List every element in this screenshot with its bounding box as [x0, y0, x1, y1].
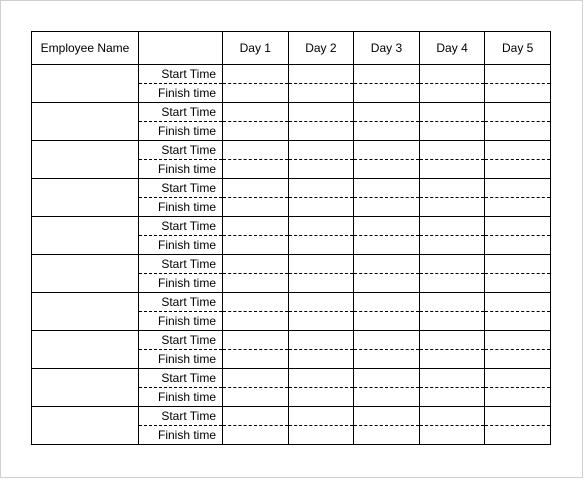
finish-time-day-3-cell[interactable]: [354, 388, 420, 407]
start-time-day-4-cell[interactable]: [419, 217, 485, 236]
start-time-day-5-cell[interactable]: [485, 103, 551, 122]
finish-time-day-5-cell[interactable]: [485, 426, 551, 445]
start-time-row: [32, 217, 551, 236]
start-time-row: [32, 407, 551, 426]
finish-time-day-4-cell[interactable]: [419, 84, 485, 103]
start-time-day-3-cell[interactable]: [354, 407, 420, 426]
finish-time-day-2-cell[interactable]: [288, 198, 354, 217]
start-time-label: Start Time: [139, 103, 223, 122]
start-time-label: Start Time: [139, 65, 223, 84]
start-time-day-3-cell[interactable]: [354, 141, 420, 160]
finish-time-day-5-cell[interactable]: [485, 312, 551, 331]
start-time-label: Start Time: [139, 369, 223, 388]
finish-time-label: Finish time: [139, 84, 223, 103]
employee-name-cell[interactable]: [32, 179, 139, 217]
start-time-day-2-cell[interactable]: [288, 331, 354, 350]
start-time-row: [32, 179, 551, 198]
finish-time-day-5-cell[interactable]: [485, 84, 551, 103]
finish-time-day-4-cell[interactable]: [419, 160, 485, 179]
start-time-label: Start Time: [139, 331, 223, 350]
start-time-day-4-cell[interactable]: [419, 179, 485, 198]
finish-time-day-2-cell[interactable]: [288, 426, 354, 445]
finish-time-day-3-cell[interactable]: [354, 84, 420, 103]
start-time-day-2-cell[interactable]: [288, 179, 354, 198]
start-time-day-1-cell[interactable]: [223, 217, 289, 236]
finish-time-day-3-cell[interactable]: [354, 312, 420, 331]
start-time-day-1-cell[interactable]: [223, 141, 289, 160]
start-time-day-1-cell[interactable]: [223, 331, 289, 350]
finish-time-label: Finish time: [139, 160, 223, 179]
finish-time-day-4-cell[interactable]: [419, 350, 485, 369]
finish-time-day-3-cell[interactable]: [354, 274, 420, 293]
start-time-day-3-cell[interactable]: [354, 369, 420, 388]
start-time-day-3-cell[interactable]: [354, 65, 420, 84]
start-time-day-5-cell[interactable]: [485, 179, 551, 198]
start-time-row: [32, 65, 551, 84]
start-time-day-5-cell[interactable]: [485, 407, 551, 426]
finish-time-day-5-cell[interactable]: [485, 274, 551, 293]
start-time-day-3-cell[interactable]: [354, 103, 420, 122]
employee-name-cell[interactable]: [32, 293, 139, 331]
finish-time-day-4-cell[interactable]: [419, 236, 485, 255]
finish-time-day-3-cell[interactable]: [354, 350, 420, 369]
start-time-day-4-cell[interactable]: [419, 141, 485, 160]
finish-time-day-5-cell[interactable]: [485, 388, 551, 407]
finish-time-label: Finish time: [139, 198, 223, 217]
employee-name-cell[interactable]: [32, 103, 139, 141]
finish-time-day-5-cell[interactable]: [485, 236, 551, 255]
start-time-day-4-cell[interactable]: [419, 369, 485, 388]
start-time-day-2-cell[interactable]: [288, 103, 354, 122]
start-time-day-1-cell[interactable]: [223, 407, 289, 426]
start-time-day-2-cell[interactable]: [288, 141, 354, 160]
finish-time-day-5-cell[interactable]: [485, 198, 551, 217]
employee-name-cell[interactable]: [32, 255, 139, 293]
employee-name-cell[interactable]: [32, 141, 139, 179]
finish-time-day-4-cell[interactable]: [419, 198, 485, 217]
finish-time-day-3-cell[interactable]: [354, 426, 420, 445]
finish-time-day-5-cell[interactable]: [485, 122, 551, 141]
start-time-day-1-cell[interactable]: [223, 369, 289, 388]
start-time-day-4-cell[interactable]: [419, 407, 485, 426]
finish-time-day-1-cell[interactable]: [223, 274, 289, 293]
employee-name-cell[interactable]: [32, 331, 139, 369]
finish-time-day-2-cell[interactable]: [288, 388, 354, 407]
start-time-day-1-cell[interactable]: [223, 65, 289, 84]
start-time-day-3-cell[interactable]: [354, 217, 420, 236]
start-time-label: Start Time: [139, 179, 223, 198]
finish-time-day-3-cell[interactable]: [354, 198, 420, 217]
day-3-header: Day 3: [354, 32, 420, 65]
finish-time-day-2-cell[interactable]: [288, 84, 354, 103]
finish-time-label: Finish time: [139, 274, 223, 293]
finish-time-day-1-cell[interactable]: [223, 236, 289, 255]
finish-time-day-2-cell[interactable]: [288, 160, 354, 179]
finish-time-day-1-cell[interactable]: [223, 388, 289, 407]
start-time-day-4-cell[interactable]: [419, 103, 485, 122]
finish-time-day-4-cell[interactable]: [419, 312, 485, 331]
finish-time-day-2-cell[interactable]: [288, 236, 354, 255]
start-time-day-4-cell[interactable]: [419, 65, 485, 84]
day-1-header: Day 1: [223, 32, 289, 65]
start-time-day-5-cell[interactable]: [485, 293, 551, 312]
finish-time-day-4-cell[interactable]: [419, 426, 485, 445]
start-time-day-1-cell[interactable]: [223, 179, 289, 198]
timesheet-table: [31, 31, 551, 445]
start-time-row: [32, 293, 551, 312]
start-time-row: [32, 141, 551, 160]
finish-time-day-2-cell[interactable]: [288, 274, 354, 293]
day-2-header: Day 2: [288, 32, 354, 65]
finish-time-day-2-cell[interactable]: [288, 122, 354, 141]
finish-time-day-1-cell[interactable]: [223, 350, 289, 369]
start-time-label: Start Time: [139, 407, 223, 426]
employee-name-cell[interactable]: [32, 65, 139, 103]
start-time-day-2-cell[interactable]: [288, 217, 354, 236]
finish-time-day-4-cell[interactable]: [419, 122, 485, 141]
finish-time-day-4-cell[interactable]: [419, 388, 485, 407]
start-time-day-4-cell[interactable]: [419, 255, 485, 274]
start-time-day-2-cell[interactable]: [288, 369, 354, 388]
start-time-day-3-cell[interactable]: [354, 331, 420, 350]
finish-time-day-5-cell[interactable]: [485, 350, 551, 369]
start-time-day-1-cell[interactable]: [223, 255, 289, 274]
start-time-day-5-cell[interactable]: [485, 331, 551, 350]
time-label-header: [139, 32, 223, 65]
start-time-day-4-cell[interactable]: [419, 331, 485, 350]
start-time-day-5-cell[interactable]: [485, 141, 551, 160]
start-time-day-3-cell[interactable]: [354, 179, 420, 198]
finish-time-day-2-cell[interactable]: [288, 312, 354, 331]
finish-time-day-1-cell[interactable]: [223, 122, 289, 141]
start-time-day-2-cell[interactable]: [288, 65, 354, 84]
start-time-day-1-cell[interactable]: [223, 103, 289, 122]
header-row: [32, 32, 551, 65]
finish-time-day-3-cell[interactable]: [354, 160, 420, 179]
start-time-row: [32, 103, 551, 122]
employee-name-header: Employee Name: [32, 32, 139, 65]
finish-time-label: Finish time: [139, 236, 223, 255]
finish-time-day-1-cell[interactable]: [223, 160, 289, 179]
finish-time-day-1-cell[interactable]: [223, 84, 289, 103]
finish-time-day-3-cell[interactable]: [354, 236, 420, 255]
start-time-row: [32, 369, 551, 388]
start-time-label: Start Time: [139, 293, 223, 312]
finish-time-label: Finish time: [139, 350, 223, 369]
finish-time-day-2-cell[interactable]: [288, 350, 354, 369]
start-time-day-3-cell[interactable]: [354, 255, 420, 274]
finish-time-label: Finish time: [139, 122, 223, 141]
start-time-day-1-cell[interactable]: [223, 293, 289, 312]
finish-time-day-1-cell[interactable]: [223, 426, 289, 445]
employee-name-cell[interactable]: [32, 407, 139, 445]
start-time-day-3-cell[interactable]: [354, 293, 420, 312]
start-time-day-2-cell[interactable]: [288, 255, 354, 274]
start-time-day-2-cell[interactable]: [288, 407, 354, 426]
finish-time-day-4-cell[interactable]: [419, 274, 485, 293]
start-time-label: Start Time: [139, 141, 223, 160]
finish-time-label: Finish time: [139, 426, 223, 445]
finish-time-day-1-cell[interactable]: [223, 312, 289, 331]
finish-time-day-5-cell[interactable]: [485, 160, 551, 179]
employee-name-cell[interactable]: [32, 217, 139, 255]
start-time-row: [32, 255, 551, 274]
start-time-day-2-cell[interactable]: [288, 293, 354, 312]
day-5-header: Day 5: [485, 32, 551, 65]
employee-name-cell[interactable]: [32, 369, 139, 407]
start-time-label: Start Time: [139, 255, 223, 274]
start-time-row: [32, 331, 551, 350]
start-time-day-5-cell[interactable]: [485, 217, 551, 236]
finish-time-label: Finish time: [139, 312, 223, 331]
start-time-day-5-cell[interactable]: [485, 369, 551, 388]
start-time-day-4-cell[interactable]: [419, 293, 485, 312]
day-4-header: Day 4: [419, 32, 485, 65]
finish-time-day-1-cell[interactable]: [223, 198, 289, 217]
start-time-label: Start Time: [139, 217, 223, 236]
finish-time-label: Finish time: [139, 388, 223, 407]
start-time-day-5-cell[interactable]: [485, 255, 551, 274]
start-time-day-5-cell[interactable]: [485, 65, 551, 84]
finish-time-day-3-cell[interactable]: [354, 122, 420, 141]
